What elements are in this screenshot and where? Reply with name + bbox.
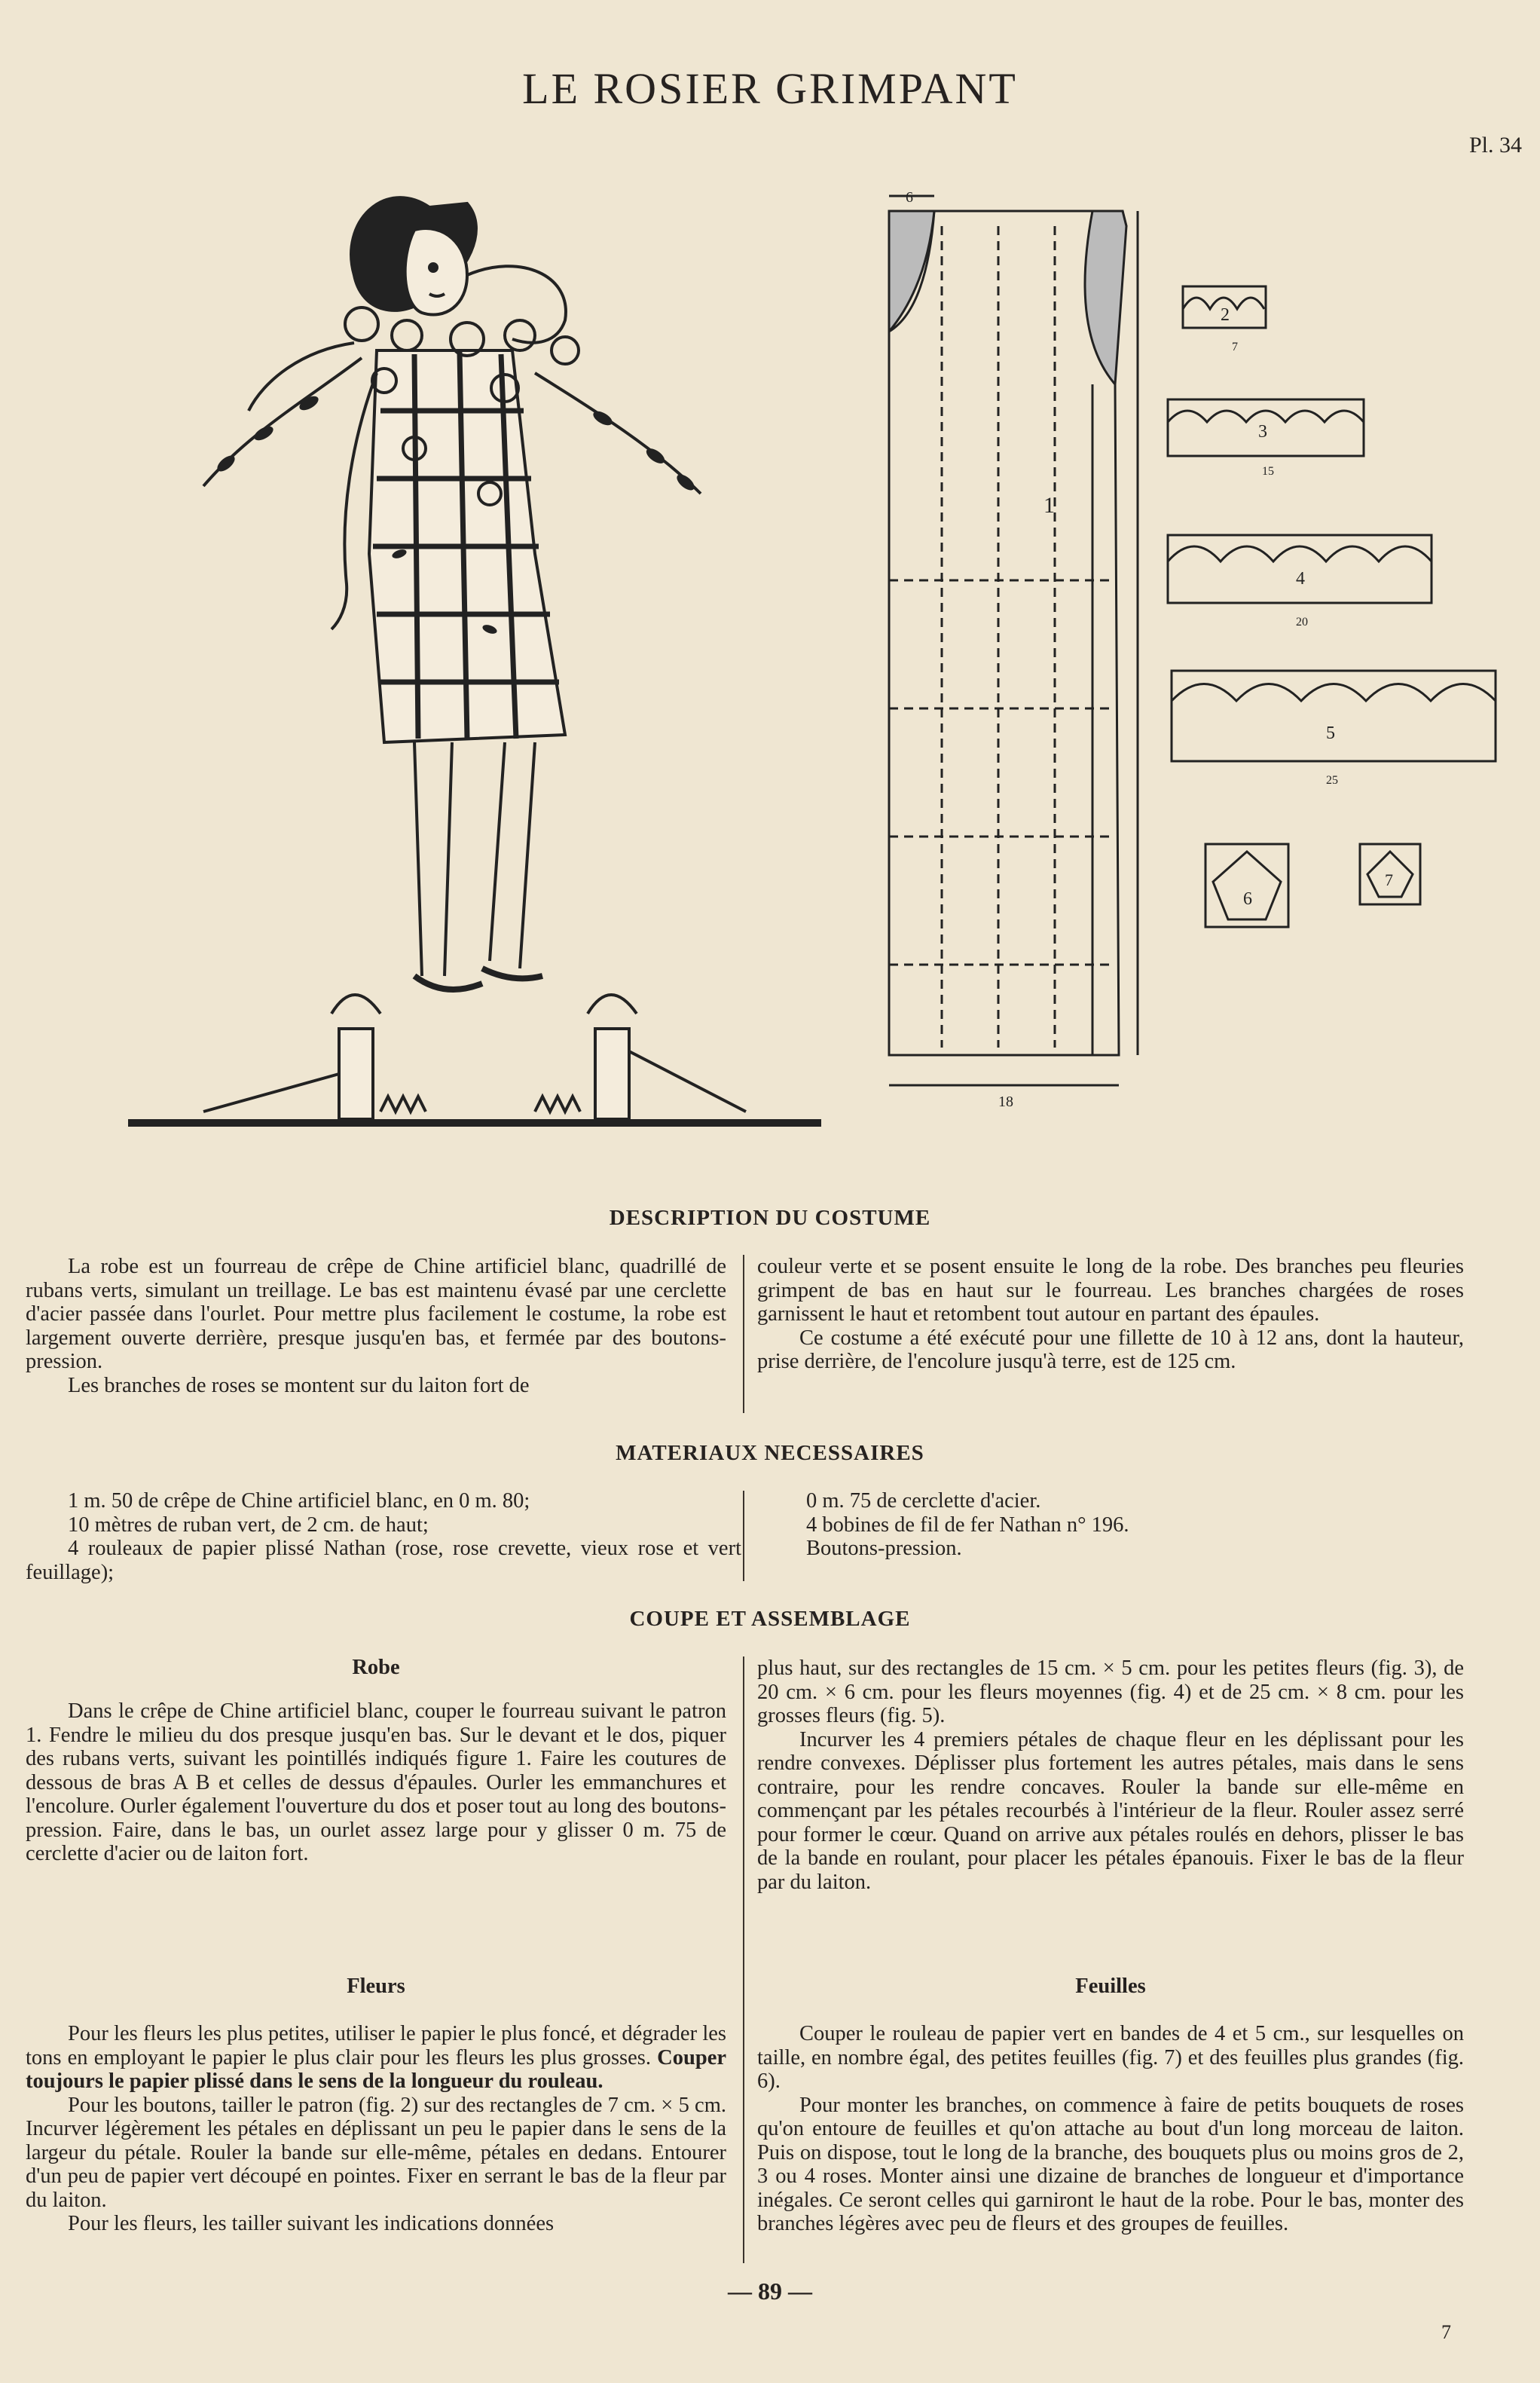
- dim-top-label: 6: [906, 189, 913, 206]
- piece-1-label: 1: [1043, 493, 1055, 518]
- plate-number: Pl. 34: [1468, 133, 1522, 158]
- materiaux-item: 10 mètres de ruban vert, de 2 cm. de haut;: [68, 1513, 429, 1537]
- fleurs-heading: Fleurs: [347, 1975, 405, 1998]
- pattern-diagram: [866, 181, 1529, 1108]
- fleurs-paragraph: Pour les boutons, tailler le patron (fig. 2) sur des rectangles de 7 cm. × 5 cm. Incurver légèrement les pétales en déplissant un peu le papier dans le sens de la largeur du pétale. Rouler la bande sur elle-même, pétales en dedans. Entourer d'un peu de papier vert découpé en pointes. Fixer en serrant le bas de la fleur par du laiton.: [26, 2093, 726, 2212]
- description-right-column: [757, 1255, 1464, 1374]
- fig-2-label: 2: [1221, 305, 1230, 325]
- fig-2-width: 7: [1232, 341, 1238, 353]
- feuilles-column: [757, 2022, 1464, 2236]
- fleurs-text: Pour les fleurs les plus petites, utiliser le papier le plus foncé, et dégrader les tons en employant le papier le plus clair pour les fleurs les plus grosses.: [26, 2022, 726, 2069]
- section-description-heading: DESCRIPTION DU COSTUME: [609, 1206, 931, 1230]
- fleurs-column: [26, 2022, 726, 2236]
- fleurs-paragraph: Pour les fleurs, les tailler suivant les indications données: [68, 2212, 555, 2235]
- fleurs-paragraph: plus haut, sur des rectangles de 15 cm. × 5 cm. pour les petites fleurs (fig. 3), de 20 cm. × 6 cm. pour les fleurs moyennes (fig. 4) et de 25 cm. × 8 cm. pour les grosses fleurs (fig. 5).: [757, 1656, 1464, 1727]
- fig-5-width: 25: [1326, 774, 1338, 787]
- materiaux-item: 4 rouleaux de papier plissé Nathan (rose, rose crevette, vieux rose et vert feuillage);: [26, 1537, 741, 1584]
- page-title: LE ROSIER GRIMPANT: [522, 64, 1018, 113]
- fleurs-continuation-column: [757, 1656, 1464, 1894]
- robe-column: [26, 1699, 726, 1866]
- materiaux-item: 1 m. 50 de crêpe de Chine artificiel blanc, en 0 m. 80;: [68, 1489, 530, 1513]
- materiaux-right-column: [806, 1489, 1454, 1561]
- description-paragraph: Ce costume a été exécuté pour une fillette de 10 à 12 ans, dont la hauteur, prise derrière, de l'encolure jusqu'à terre, est de 125 cm.: [757, 1326, 1464, 1373]
- section-coupe-heading: COUPE ET ASSEMBLAGE: [629, 1607, 911, 1631]
- dim-bottom-label: 18: [998, 1094, 1013, 1108]
- fig-3-label: 3: [1258, 422, 1267, 442]
- section-materiaux-heading: MATERIAUX NECESSAIRES: [616, 1441, 924, 1465]
- column-divider: [743, 1255, 744, 1413]
- fig-7-label: 7: [1385, 870, 1393, 889]
- robe-paragraph: Dans le crêpe de Chine artificiel blanc, couper le fourreau suivant le patron 1. Fendre le milieu du dos presque jusqu'en bas. Sur le devant et le dos, piquer des rubans verts, suivant les pointillés indiqués figure 1. Faire les coutures de dessous de bras A B et celles de dessus d'épaules. Ourler les emmanchures et l'encolure. Ourler également l'ouverture du dos et poser tout au long des boutons-pression. Faire, dans le bas, un ourlet assez large pour y glisser 0 m. 75 de cerclette d'acier ou de laiton fort.: [26, 1699, 726, 1865]
- description-paragraph: La robe est un fourreau de crêpe de Chine artificiel blanc, quadrillé de rubans verts, simulant un treillage. Le bas est maintenu évasé par une cerclette d'acier passée dans l'ourlet. Pour mettre plus facilement le costume, la robe est largement ouverte derrière, presque jusqu'en bas, et fermée par des boutons-pression.: [26, 1255, 726, 1373]
- description-paragraph: Les branches de roses se montent sur du laiton fort de: [68, 1373, 530, 1397]
- materiaux-item: 4 bobines de fil de fer Nathan n° 196.: [806, 1513, 1129, 1537]
- feuilles-heading: Feuilles: [1075, 1975, 1146, 1998]
- materiaux-item: Boutons-pression.: [806, 1537, 962, 1560]
- robe-heading: Robe: [352, 1656, 400, 1679]
- fleurs-paragraph: [26, 2022, 726, 2094]
- feuilles-paragraph: Couper le rouleau de papier vert en bandes de 4 et 5 cm., sur lesquelles on taille, en nombre égal, des petites feuilles (fig. 7) et des feuilles plus grandes (fig. 6).: [757, 2022, 1464, 2093]
- fig-5-label: 5: [1326, 723, 1335, 743]
- fig-3-width: 15: [1262, 465, 1274, 478]
- fig-6-label: 6: [1243, 889, 1252, 909]
- corner-number: 7: [1441, 2321, 1451, 2343]
- fleurs-paragraph: Incurver les 4 premiers pétales de chaque fleur en les déplissant pour les rendre convexes. Déplisser plus fortement les autres pétales, mais dans le sens contraire, pour les rendre concaves. Rouler la bande sur elle-même en commençant par les pétales recourbés à l'intérieur de la fleur. Rouler assez serré pour former le cœur. Quand on arrive aux pétales roulés en dehors, plisser le bas de la bande en roulant, pour placer les pétales épanouis. Fixer le bas de la fleur par du laiton.: [757, 1727, 1464, 1894]
- materiaux-left-column: [26, 1489, 741, 1584]
- costume-illustration: [113, 162, 836, 1134]
- column-divider: [743, 1656, 744, 2263]
- description-paragraph: couleur verte et se posent ensuite le long de la robe. Des branches peu fleuries grimpent de bas en haut sur le fourreau. Les branches chargées de roses garnissent le haut et retombent tout autour en partant des épaules.: [757, 1255, 1464, 1326]
- fig-4-label: 4: [1296, 569, 1305, 589]
- feuilles-paragraph: Pour monter les branches, on commence à faire de petits bouquets de roses qu'on entoure de feuilles et qu'on attache au bout d'un long morceau de laiton. Puis on dispose, tout le long de la branche, des bouquets plus ou moins gros de 2, 3 ou 4 roses. Monter ainsi une dizaine de branches de longueur et d'importance inégales. Ce seront celles qui garniront le haut de la robe. Pour le bas, monter des branches légères avec peu de fleurs et des groupes de feuilles.: [757, 2093, 1464, 2235]
- page-number: — 89 —: [728, 2277, 812, 2305]
- column-divider: [743, 1491, 744, 1581]
- fig-4-width: 20: [1296, 616, 1308, 629]
- materiaux-item: 0 m. 75 de cerclette d'acier.: [806, 1489, 1041, 1513]
- description-left-column: [26, 1255, 726, 1397]
- fleurs-emphasis: Couper toujours le papier plissé dans le sens de la longueur du rouleau.: [26, 2045, 726, 2093]
